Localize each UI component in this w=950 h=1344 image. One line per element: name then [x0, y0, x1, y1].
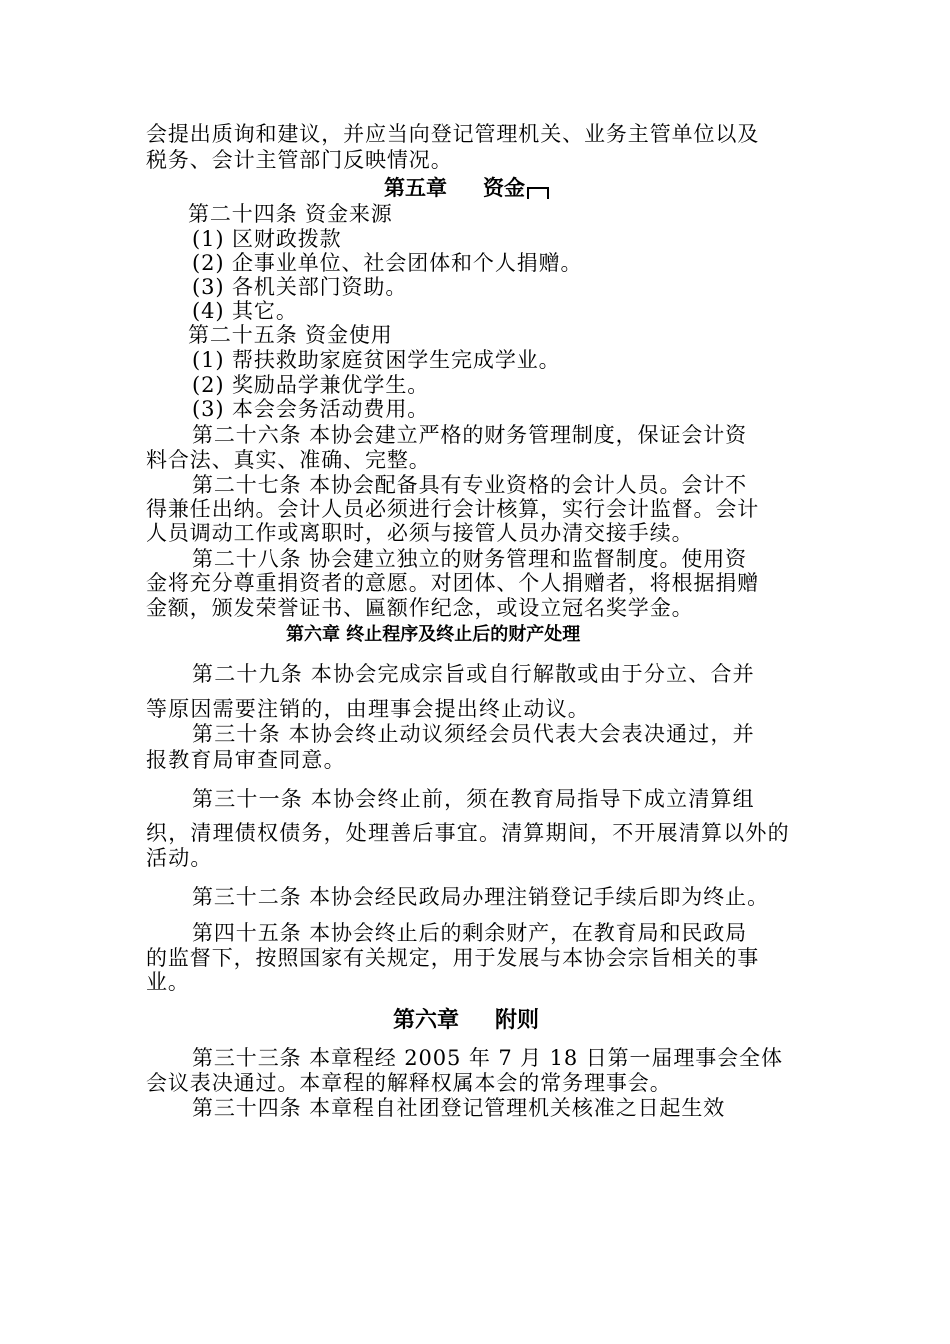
- text-line: 税务、会计主管部门反映情况。: [146, 148, 453, 172]
- text-line: 会提出质询和建议，并应当向登记管理机关、业务主管单位以及: [146, 122, 760, 146]
- list-item: (2) 奖励品学兼优学生。: [192, 373, 430, 397]
- chapter-6-appendix-title: 附则: [495, 1008, 540, 1033]
- text-line: 得兼任出纳。会计人员必须进行会计核算，实行会计监督。会计: [146, 497, 760, 521]
- bracket-mark-icon: [527, 187, 549, 199]
- list-item: (1) 帮扶救助家庭贫困学生完成学业。: [192, 348, 561, 372]
- chapter-6-heading: 第六章 终止程序及终止后的财产处理: [286, 624, 581, 645]
- text-line: 金额，颁发荣誉证书、匾额作纪念，或设立冠名奖学金。: [146, 596, 694, 620]
- chapter-5-number: 第五章: [384, 176, 447, 200]
- list-item: (1) 区财政拨款: [192, 227, 342, 251]
- text-line: 第三十四条 本章程自社团登记管理机关核准之日起生效: [192, 1096, 726, 1120]
- article-25-heading: 第二十五条 资金使用: [188, 323, 393, 347]
- text-line: 金将充分尊重捐资者的意愿。对团体、个人捐赠者，将根据捐赠: [146, 571, 760, 595]
- text-line: 第三十一条 本协会终止前，须在教育局指导下成立清算组: [192, 787, 755, 811]
- text-line: 第二十六条 本协会建立严格的财务管理制度，保证会计资: [192, 423, 748, 447]
- chapter-5-title: 资金: [483, 176, 525, 200]
- text-line: 人员调动工作或离职时，必须与接管人员办清交接手续。: [146, 521, 694, 545]
- text-line: 会议表决通过。本章程的解释权属本会的常务理事会。: [146, 1071, 672, 1095]
- text-line: 活动。: [146, 846, 213, 870]
- text-line: 第三十二条 本协会经民政局办理注销登记手续后即为终止。: [192, 885, 769, 909]
- text-line: 的监督下，按照国家有关规定，用于发展与本协会宗旨相关的事: [146, 946, 760, 970]
- article-24-heading: 第二十四条 资金来源: [188, 202, 393, 226]
- text-line: 等原因需要注销的，由理事会提出终止动议。: [146, 697, 590, 721]
- text-line: 第二十七条 本协会配备具有专业资格的会计人员。会计不: [192, 473, 748, 497]
- chapter-6-number: 第六章: [393, 1008, 460, 1033]
- chapter-5-heading: [384, 176, 549, 201]
- text-line: 报教育局审查同意。: [146, 748, 346, 772]
- list-item: (3) 本会会务活动费用。: [192, 397, 430, 421]
- chapter-6-appendix-heading: [393, 1008, 539, 1033]
- text-line: 织，清理债权债务，处理善后事宜。清算期间，不开展清算以外的: [146, 821, 790, 845]
- text-line: 业。: [146, 970, 190, 994]
- text-line: 料合法、真实、准确、完整。: [146, 448, 431, 472]
- list-item: (2) 企事业单位、社会团体和个人捐赠。: [192, 251, 583, 275]
- text-line: 第二十九条 本协会完成宗旨或自行解散或由于分立、合并: [192, 662, 755, 686]
- text-line: 第四十五条 本协会终止后的剩余财产，在教育局和民政局: [192, 921, 748, 945]
- text-line: 第三十三条 本章程经 2005 年 7 月 18 日第一届理事会全体: [192, 1046, 783, 1070]
- text-line: 第三十条 本协会终止动议须经会员代表大会表决通过，并: [192, 722, 755, 746]
- text-line: 第二十八条 协会建立独立的财务管理和监督制度。使用资: [192, 547, 748, 571]
- list-item: (4) 其它。: [192, 299, 298, 323]
- list-item: (3) 各机关部门资助。: [192, 275, 408, 299]
